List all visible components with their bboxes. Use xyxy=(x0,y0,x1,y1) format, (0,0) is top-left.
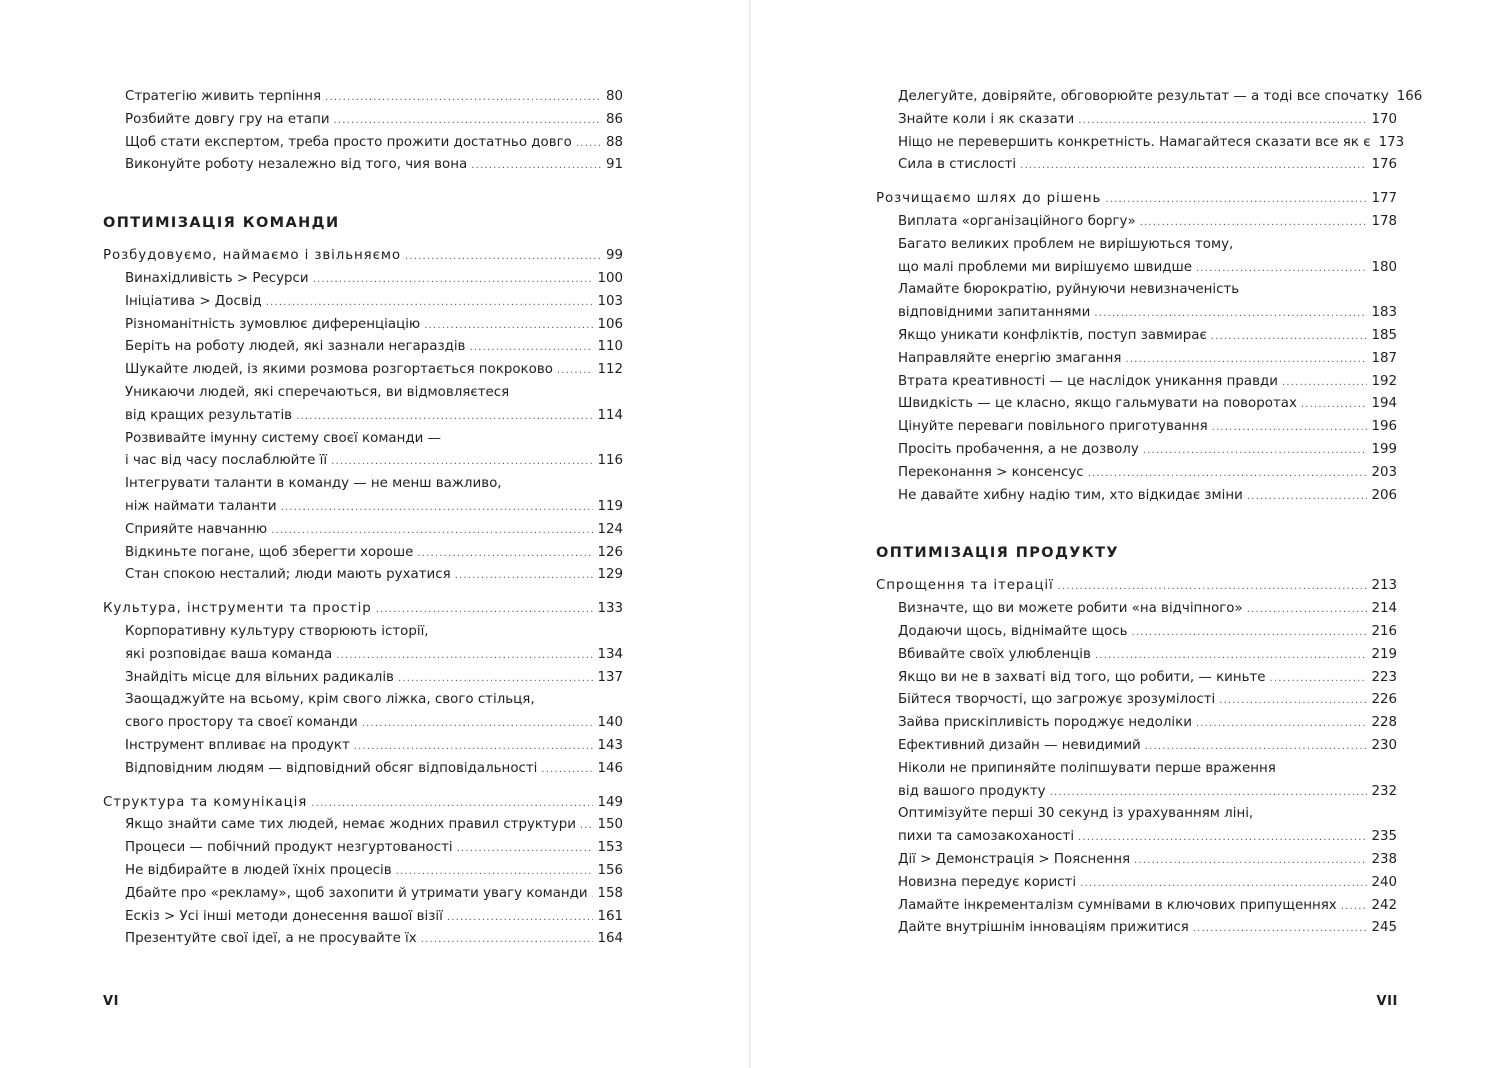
entry-title: Якщо уникати конфліктів, поступ завмирає xyxy=(898,327,1207,343)
toc-entry[interactable] xyxy=(103,860,623,883)
entry-title-line1: Багато великих проблем не вирішуються тому, xyxy=(898,236,1234,252)
dot-leader xyxy=(325,87,602,110)
entry-page: 137 xyxy=(597,669,623,685)
toc-entry[interactable] xyxy=(103,132,623,155)
toc-entry[interactable] xyxy=(103,405,623,428)
toc-entry[interactable] xyxy=(876,872,1397,895)
entry-title: Вбивайте своїх улюбленців xyxy=(898,646,1091,662)
toc-entry[interactable] xyxy=(876,689,1397,712)
toc-entry-line1[interactable] xyxy=(876,758,1397,781)
dot-leader xyxy=(541,759,593,782)
entry-page: 192 xyxy=(1371,373,1397,389)
dot-leader xyxy=(1145,736,1368,759)
dot-leader xyxy=(1341,896,1368,919)
toc-entry[interactable] xyxy=(876,621,1397,644)
toc-entry[interactable] xyxy=(103,837,623,860)
left-page xyxy=(0,0,749,1068)
entry-page: 235 xyxy=(1371,829,1397,845)
entry-title: Беріть на роботу людей, які зазнали негараздів xyxy=(125,339,466,355)
toc-entry[interactable] xyxy=(103,814,623,837)
toc-entry[interactable] xyxy=(876,735,1397,758)
left-toc xyxy=(103,86,623,951)
toc-entry[interactable] xyxy=(103,883,623,906)
section-title: ОПТИМІЗАЦІЯ КОМАНДИ xyxy=(103,215,340,232)
toc-entry[interactable] xyxy=(876,849,1397,872)
entry-title: Дайте внутрішнім інноваціям прижитися xyxy=(898,920,1189,936)
entry-page: 103 xyxy=(597,293,623,309)
toc-entry[interactable] xyxy=(876,462,1397,485)
toc-entry[interactable] xyxy=(876,485,1397,508)
entry-page: 116 xyxy=(597,453,623,469)
entry-page: 178 xyxy=(1371,213,1397,229)
entry-title: Переконання > консенсус xyxy=(898,464,1084,480)
chapter-title: Розчищаємо шлях до рішень xyxy=(876,191,1102,207)
entry-title: Інструмент впливає на продукт xyxy=(125,737,350,753)
chapter-page: 133 xyxy=(597,601,623,617)
entry-page: 238 xyxy=(1371,851,1397,867)
entry-title: Знайдіть місце для вільних радикалів xyxy=(125,669,394,685)
entry-title: Додаючи щось, віднімайте щось xyxy=(898,623,1128,639)
toc-entry[interactable] xyxy=(103,268,623,291)
dot-leader xyxy=(455,565,594,588)
dot-leader xyxy=(1247,486,1368,509)
entry-title: Ескіз > Усі інші методи донесення вашої візії xyxy=(125,908,443,924)
entry-page: 196 xyxy=(1371,419,1397,435)
entry-page: 156 xyxy=(597,862,623,878)
entry-title: від вашого продукту xyxy=(898,783,1046,799)
toc-entry[interactable] xyxy=(103,109,623,132)
toc-entry[interactable] xyxy=(103,450,623,473)
entry-title: пихи та самозакоханості xyxy=(898,829,1075,845)
toc-entry[interactable] xyxy=(876,393,1397,416)
entry-page: 185 xyxy=(1371,327,1397,343)
toc-entry[interactable] xyxy=(876,211,1397,234)
dot-leader xyxy=(1211,326,1368,349)
dot-leader xyxy=(1196,258,1367,281)
entry-title: Виконуйте роботу незалежно від того, чия вона xyxy=(125,157,468,173)
entry-title: Визначте, що ви можете робити «на відчіпного» xyxy=(898,601,1243,617)
entry-title: Зайва прискіпливість породжує недоліки xyxy=(898,715,1192,731)
entry-title: Втрата креативності — це наслідок уникання правди xyxy=(898,373,1278,389)
toc-entry[interactable] xyxy=(876,667,1397,690)
entry-title: Делегуйте, довіряйте, обговорюйте результат — а тоді все спочатку xyxy=(898,89,1389,104)
toc-entry[interactable] xyxy=(103,712,623,735)
entry-page: 161 xyxy=(597,908,623,924)
right-page xyxy=(751,0,1500,1068)
dot-leader xyxy=(1132,622,1368,645)
entry-title: Знайте коли і як сказати xyxy=(898,111,1075,127)
entry-title-line1: Розвивайте імунну систему своєї команди — xyxy=(125,430,441,446)
page-folio: VII xyxy=(1376,994,1398,1009)
entry-page: 206 xyxy=(1371,487,1397,503)
toc-entry[interactable] xyxy=(103,667,623,690)
entry-page: 124 xyxy=(597,521,623,537)
dot-leader xyxy=(424,315,593,338)
dot-leader xyxy=(1134,850,1367,873)
toc-entry[interactable] xyxy=(103,86,623,109)
entry-page: 119 xyxy=(597,498,623,514)
toc-entry[interactable] xyxy=(103,644,623,667)
dot-leader xyxy=(1078,827,1367,850)
entry-page: 240 xyxy=(1371,874,1397,890)
toc-entry[interactable] xyxy=(876,132,1405,155)
entry-title-line1: Оптимізуйте перші 30 секунд із урахуванням ліні, xyxy=(898,806,1254,822)
entry-page: 143 xyxy=(597,737,623,753)
entry-title: Шукайте людей, із якими розмова розгортається покроково xyxy=(125,362,553,378)
toc-entry[interactable] xyxy=(876,781,1397,804)
dot-leader xyxy=(1212,417,1368,440)
entry-page: 230 xyxy=(1371,737,1397,753)
entry-page: 80 xyxy=(605,89,623,104)
entry-page: 146 xyxy=(597,760,623,776)
dot-leader xyxy=(281,497,594,520)
entry-title: Сила в стислості xyxy=(898,157,1017,173)
chapter-page: 177 xyxy=(1371,191,1397,207)
entry-title: Якщо ви не в захваті від того, що робити, — киньте xyxy=(898,669,1266,685)
entry-page: 153 xyxy=(597,840,623,856)
entry-title: Презентуйте свої ідеї, а не просувайте їх xyxy=(125,931,417,947)
entry-page: 219 xyxy=(1371,646,1397,662)
dot-leader xyxy=(311,793,593,816)
dot-leader xyxy=(266,292,594,315)
entry-title-line1: Заощаджуйте на всьому, крім свого ліжка, свого стільця, xyxy=(125,692,535,708)
entry-title: Ламайте інкременталізм сумнівами в ключових припущеннях xyxy=(898,897,1337,913)
entry-title: Швидкість — це класно, якщо гальмувати на поворотах xyxy=(898,396,1297,412)
toc-entry[interactable] xyxy=(876,439,1397,462)
entry-page: 245 xyxy=(1371,920,1397,936)
entry-title: що малі проблеми ми вирішуємо швидше xyxy=(898,259,1193,275)
dot-leader xyxy=(557,360,594,383)
toc-chapter[interactable] xyxy=(876,575,1397,598)
toc-entry[interactable] xyxy=(103,291,623,314)
dot-leader xyxy=(1020,155,1367,178)
entry-page: 100 xyxy=(597,270,623,286)
entry-page: 183 xyxy=(1371,305,1397,321)
chapter-page: 213 xyxy=(1371,578,1397,594)
toc-entry-line1[interactable] xyxy=(103,689,623,712)
toc-entry[interactable] xyxy=(103,758,623,781)
toc-entry-line1[interactable] xyxy=(103,621,623,644)
dot-leader xyxy=(417,543,593,566)
dot-leader xyxy=(1095,645,1368,668)
entry-page: 166 xyxy=(1396,89,1423,104)
dot-leader xyxy=(1219,690,1367,713)
toc-entry[interactable] xyxy=(876,598,1397,621)
dot-leader xyxy=(1143,440,1368,463)
chapter-title: Спрощення та ітерації xyxy=(876,578,1054,594)
toc-entry[interactable] xyxy=(876,826,1397,849)
entry-page: 214 xyxy=(1371,601,1397,617)
toc-chapter[interactable] xyxy=(103,792,623,815)
toc-entry[interactable] xyxy=(876,644,1397,667)
entry-title: відповідними запитаннями xyxy=(898,305,1091,321)
entry-page: 187 xyxy=(1371,350,1397,366)
right-toc xyxy=(876,86,1423,940)
entry-page: 223 xyxy=(1371,669,1397,685)
entry-title: Не відбирайте в людей їхніх процесів xyxy=(125,862,392,878)
entry-page: 158 xyxy=(597,885,623,901)
toc-entry[interactable] xyxy=(876,371,1397,394)
entry-title: Процеси — побічний продукт незгуртованості xyxy=(125,840,453,856)
dot-leader xyxy=(1270,668,1368,691)
entry-page: 176 xyxy=(1371,157,1397,173)
dot-leader xyxy=(296,406,593,429)
toc-entry[interactable] xyxy=(103,928,623,951)
entry-title: Направляйте енергію змагання xyxy=(898,350,1122,366)
toc-chapter[interactable] xyxy=(103,245,623,268)
dot-leader xyxy=(592,884,594,907)
toc-entry[interactable] xyxy=(103,519,623,542)
entry-title: Стратегію живить терпіння xyxy=(125,89,322,104)
dot-leader xyxy=(405,246,602,269)
toc-entry[interactable] xyxy=(876,416,1397,439)
dot-leader xyxy=(271,520,593,543)
entry-title: Різноманітність зумовлює диференціацію xyxy=(125,316,421,332)
entry-page: 199 xyxy=(1371,441,1397,457)
toc-entry[interactable] xyxy=(103,496,623,519)
toc-entry-line1[interactable] xyxy=(103,382,623,405)
dot-leader xyxy=(469,337,593,360)
toc-entry[interactable] xyxy=(876,154,1397,177)
entry-page: 86 xyxy=(605,111,623,127)
entry-title: Відкиньте погане, щоб зберегти хороше xyxy=(125,544,414,560)
entry-title: Ініціатива > Досвід xyxy=(125,293,262,309)
dot-leader xyxy=(1301,394,1368,417)
entry-title: Дії > Демонстрація > Пояснення xyxy=(898,851,1131,867)
toc-entry[interactable] xyxy=(876,86,1423,109)
entry-title: від кращих результатів xyxy=(125,407,293,423)
entry-page: 140 xyxy=(597,715,623,731)
entry-page: 173 xyxy=(1378,134,1405,150)
entry-page: 180 xyxy=(1371,259,1397,275)
entry-title: Виплата «організаційного боргу» xyxy=(898,213,1136,229)
entry-page: 106 xyxy=(597,316,623,332)
dot-leader xyxy=(580,815,594,838)
toc-entry[interactable] xyxy=(103,542,623,565)
toc-chapter[interactable] xyxy=(103,598,623,621)
entry-page: 194 xyxy=(1371,396,1397,412)
entry-title: Цінуйте переваги повільного приготування xyxy=(898,419,1208,435)
entry-page: 170 xyxy=(1371,111,1397,127)
toc-entry-line1[interactable] xyxy=(103,473,623,496)
dot-leader xyxy=(398,668,594,691)
toc-entry[interactable] xyxy=(103,564,623,587)
toc-entry[interactable] xyxy=(876,917,1397,940)
entry-page: 129 xyxy=(597,567,623,583)
dot-leader xyxy=(1050,782,1368,805)
chapter-title: Культура, інструменти та простір xyxy=(103,601,372,617)
entry-page: 203 xyxy=(1371,464,1397,480)
entry-title: Якщо знайти саме тих людей, немає жодних правил структури xyxy=(125,817,576,833)
chapter-title: Розбудовуємо, наймаємо і звільняємо xyxy=(103,248,401,264)
entry-page: 126 xyxy=(597,544,623,560)
dot-leader xyxy=(471,155,602,178)
dot-leader xyxy=(1196,713,1368,736)
entry-title: ніж наймати таланти xyxy=(125,498,277,514)
entry-title: Не давайте хибну надію тим, хто відкидає зміни xyxy=(898,487,1243,503)
dot-leader xyxy=(334,110,602,133)
entry-title: і час від часу послаблюйте її xyxy=(125,453,328,469)
toc-entry[interactable] xyxy=(103,735,623,758)
entry-page: 232 xyxy=(1371,783,1397,799)
dot-leader xyxy=(1078,110,1367,133)
section-title: ОПТИМІЗАЦІЯ ПРОДУКТУ xyxy=(876,545,1120,562)
dot-leader xyxy=(331,451,593,474)
chapter-title: Структура та комунікація xyxy=(103,794,308,810)
dot-leader xyxy=(336,645,593,668)
entry-title: Ефективний дизайн — невидимий xyxy=(898,737,1141,753)
dot-leader xyxy=(1088,463,1368,486)
toc-chapter[interactable] xyxy=(876,188,1397,211)
entry-page: 88 xyxy=(605,134,623,150)
dot-leader xyxy=(421,929,594,952)
entry-page: 110 xyxy=(597,339,623,355)
toc-entry[interactable] xyxy=(103,154,623,177)
dot-leader xyxy=(1140,212,1368,235)
entry-title: Новизна передує користі xyxy=(898,874,1077,890)
toc-entry[interactable] xyxy=(103,359,623,382)
toc-entry[interactable] xyxy=(103,314,623,337)
entry-title: Винахідливість > Ресурси xyxy=(125,270,309,286)
entry-title-line1: Корпоративну культуру створюють історії, xyxy=(125,623,429,639)
dot-leader xyxy=(457,838,594,861)
entry-title: Ніщо не перевершить конкретність. Намагайтеся сказати все як є xyxy=(898,134,1371,150)
dot-leader xyxy=(1126,349,1368,372)
entry-title-line1: Інтегрувати таланти в команду — не менш важливо, xyxy=(125,476,502,492)
toc-entry[interactable] xyxy=(876,302,1397,325)
entry-title: Бійтеся творчості, що загрожує зрозумілості xyxy=(898,692,1216,708)
dot-leader xyxy=(1282,372,1368,395)
entry-page: 242 xyxy=(1371,897,1397,913)
entry-title: свого простору та своєї команди xyxy=(125,715,358,731)
entry-title: Дбайте про «рекламу», щоб захопити й утримати увагу команди xyxy=(125,885,588,901)
entry-page: 164 xyxy=(597,931,623,947)
page-folio: VI xyxy=(103,994,120,1009)
dot-leader xyxy=(1058,576,1368,599)
dot-leader xyxy=(1247,599,1368,622)
entry-title: Розбийте довгу гру на етапи xyxy=(125,111,330,127)
entry-page: 112 xyxy=(597,362,623,378)
entry-page: 216 xyxy=(1371,623,1397,639)
entry-page: 226 xyxy=(1371,692,1397,708)
entry-title-line1: Уникаючи людей, які сперечаються, ви відмовляєтеся xyxy=(125,384,510,400)
entry-page: 150 xyxy=(597,817,623,833)
dot-leader xyxy=(396,861,594,884)
toc-entry[interactable] xyxy=(103,336,623,359)
toc-entry[interactable] xyxy=(876,895,1397,918)
toc-entry-line1[interactable] xyxy=(103,428,623,451)
dot-leader xyxy=(1080,873,1367,896)
dot-leader xyxy=(1094,303,1367,326)
entry-title-line1: Ламайте бюрократію, руйнуючи невизначеність xyxy=(898,282,1240,298)
toc-entry[interactable] xyxy=(876,348,1397,371)
dot-leader xyxy=(576,133,602,156)
entry-title: які розповідає ваша команда xyxy=(125,646,333,662)
dot-leader xyxy=(1105,189,1367,212)
toc-entry-line1[interactable] xyxy=(876,803,1397,826)
dot-leader xyxy=(313,269,594,292)
toc-entry[interactable] xyxy=(103,906,623,929)
entry-title: Стан спокою несталий; люди мають рухатися xyxy=(125,567,451,583)
toc-entry-line1[interactable] xyxy=(876,234,1397,257)
toc-entry[interactable] xyxy=(876,257,1397,280)
chapter-page: 149 xyxy=(597,794,623,810)
toc-entry[interactable] xyxy=(876,712,1397,735)
entry-page: 228 xyxy=(1371,715,1397,731)
entry-page: 91 xyxy=(605,157,623,173)
dot-leader xyxy=(1193,918,1368,941)
toc-entry[interactable] xyxy=(876,325,1397,348)
entry-page: 134 xyxy=(597,646,623,662)
entry-title: Відповідним людям — відповідний обсяг відповідальності xyxy=(125,760,538,776)
dot-leader xyxy=(376,599,594,622)
chapter-page: 99 xyxy=(605,248,623,264)
dot-leader xyxy=(362,713,594,736)
dot-leader xyxy=(354,736,594,759)
entry-title: Щоб стати експертом, треба просто прожити достатньо довго xyxy=(125,134,572,150)
entry-page: 114 xyxy=(597,407,623,423)
entry-title: Сприяйте навчанню xyxy=(125,521,268,537)
toc-entry[interactable] xyxy=(876,109,1397,132)
dot-leader xyxy=(447,907,594,930)
entry-title: Просіть пробачення, а не дозволу xyxy=(898,441,1139,457)
entry-title-line1: Ніколи не припиняйте поліпшувати перше враження xyxy=(898,760,1276,776)
toc-entry-line1[interactable] xyxy=(876,279,1397,302)
